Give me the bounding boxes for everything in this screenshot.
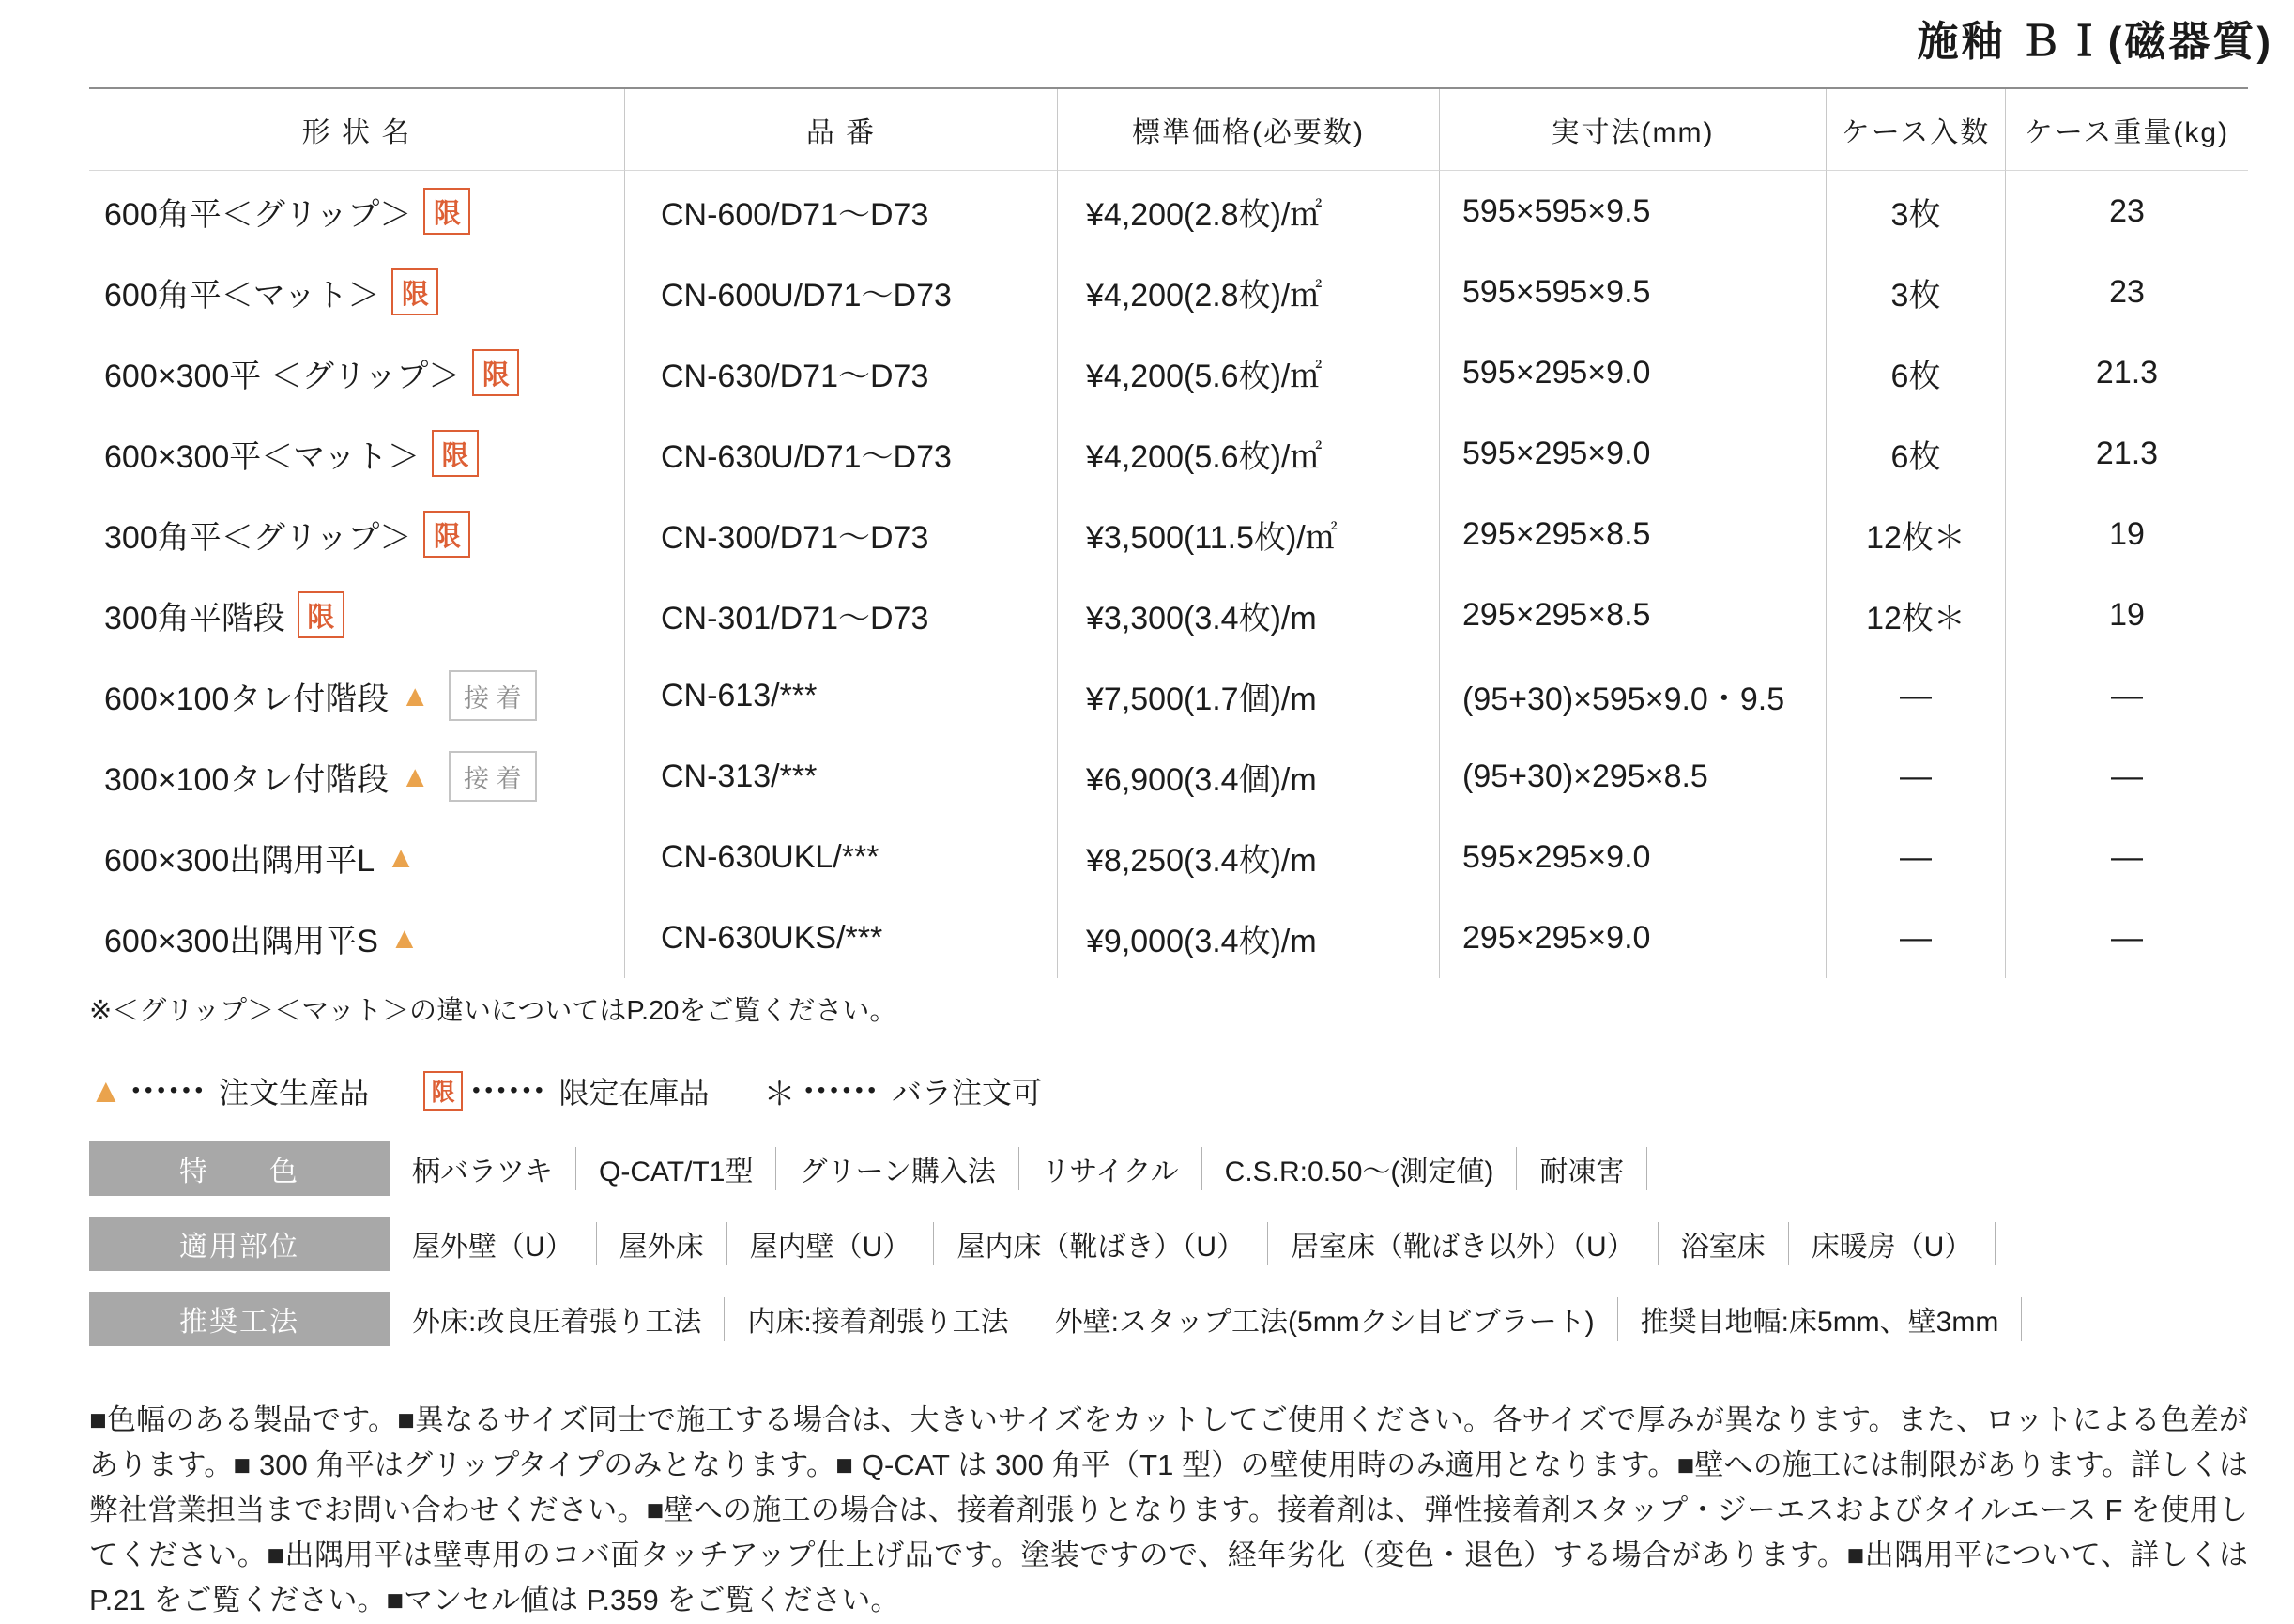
limited-stock-badge: 限 (472, 349, 519, 396)
limited-stock-badge: 限 (391, 268, 438, 315)
spec-item: 内床:接着剤張り工法 (725, 1297, 1032, 1341)
product-code-cell: CN-630/D71～D73 (624, 332, 1057, 413)
case-qty-cell: — (1826, 817, 2005, 897)
case-weight-cell: 19 (2005, 575, 2248, 655)
product-name: 600×300出隅用平L (104, 842, 375, 879)
product-price-cell: ¥7,500(1.7個)/m (1057, 655, 1439, 736)
case-weight-cell: — (2005, 655, 2248, 736)
spec-item: 屋外壁（U） (390, 1222, 597, 1265)
column-header-case-weight: ケース重量(kg) (2005, 89, 2248, 171)
product-code-cell: CN-630UKS/*** (624, 897, 1057, 978)
spec-item: 屋内床（靴ばき）（U） (934, 1222, 1268, 1265)
spec-item: 浴室床 (1659, 1222, 1789, 1265)
case-weight-cell: 23 (2005, 252, 2248, 332)
limited-stock-badge: 限 (423, 188, 470, 235)
product-shape-cell (89, 252, 624, 332)
order-production-triangle-icon: ▲ (400, 758, 430, 793)
spec-row-items (390, 1217, 1996, 1271)
case-qty-cell: 12枚＊ (1826, 575, 2005, 655)
product-size-cell: (95+30)×295×8.5 (1439, 736, 1826, 817)
product-price-cell: ¥4,200(2.8枚)/㎡ (1057, 252, 1439, 332)
case-qty-cell: 12枚＊ (1826, 494, 2005, 575)
spec-item: 耐凍害 (1517, 1147, 1647, 1190)
product-size-cell: 295×295×9.0 (1439, 897, 1826, 978)
product-size-cell: 295×295×8.5 (1439, 575, 1826, 655)
product-price-cell: ¥4,200(5.6枚)/㎡ (1057, 413, 1439, 494)
product-name: 600角平＜マット＞ (104, 277, 380, 314)
page-title: 施釉 ＢＩ(磁器質) (1917, 19, 2273, 65)
product-name: 600×100タレ付階段 (104, 681, 390, 717)
order-production-triangle-icon: ▲ (386, 839, 416, 874)
spec-item: 屋外床 (597, 1222, 727, 1265)
spec-item: グリーン購入法 (776, 1147, 1018, 1190)
spec-row-label: 推奨工法 (89, 1292, 390, 1346)
product-price-cell: ¥6,900(3.4個)/m (1057, 736, 1439, 817)
case-weight-cell: — (2005, 817, 2248, 897)
product-size-cell: 595×295×9.0 (1439, 332, 1826, 413)
product-code-cell: CN-313/*** (624, 736, 1057, 817)
spec-row-items (390, 1141, 1647, 1196)
limited-stock-badge: 限 (423, 511, 470, 558)
product-name: 300×100タレ付階段 (104, 761, 390, 798)
case-qty-cell: 6枚 (1826, 413, 2005, 494)
bulk-order-asterisk: ＊ (763, 1076, 796, 1112)
spec-item: 居室床（靴ばき以外）（U） (1268, 1222, 1659, 1265)
spec-item: 外床:改良圧着張り工法 (390, 1297, 725, 1341)
case-qty-cell: — (1826, 655, 2005, 736)
product-price-cell: ¥3,300(3.4枚)/m (1057, 575, 1439, 655)
adhesive-badge: 接 着 (449, 751, 537, 802)
spec-row (89, 1217, 2248, 1271)
case-qty-cell: 6枚 (1826, 332, 2005, 413)
case-weight-cell: — (2005, 736, 2248, 817)
product-shape-cell (89, 171, 624, 252)
product-shape-cell (89, 413, 624, 494)
product-size-cell: 595×295×9.0 (1439, 817, 1826, 897)
spec-row-label: 特 色 (89, 1141, 390, 1196)
grip-matte-note: ※＜グリップ＞＜マット＞の違いについてはP.20をご覧ください。 (89, 996, 897, 1026)
product-size-cell: 595×295×9.0 (1439, 413, 1826, 494)
case-qty-cell: 3枚 (1826, 171, 2005, 252)
case-weight-cell: — (2005, 897, 2248, 978)
spec-row-items (390, 1292, 2022, 1346)
case-weight-cell: 23 (2005, 171, 2248, 252)
product-table (89, 87, 2248, 978)
product-shape-cell (89, 494, 624, 575)
spec-item: 外壁:スタップ工法(5mmクシ目ビブラート) (1032, 1297, 1618, 1341)
product-name: 600×300出隅用平S (104, 923, 378, 959)
content-area (89, 87, 2248, 1623)
order-production-triangle-icon: ▲ (89, 1071, 123, 1110)
product-name: 300角平階段 (104, 600, 285, 636)
spec-item: 推奨目地幅:床5mm、壁3mm (1618, 1297, 2023, 1341)
product-size-cell: 595×595×9.5 (1439, 252, 1826, 332)
product-code-cell: CN-600U/D71～D73 (624, 252, 1057, 332)
product-code-cell: CN-613/*** (624, 655, 1057, 736)
legend (89, 1068, 2248, 1113)
column-header-price: 標準価格(必要数) (1057, 89, 1439, 171)
column-header-case-qty: ケース入数 (1826, 89, 2005, 171)
product-name: 600角平＜グリップ＞ (104, 196, 412, 233)
product-price-cell: ¥4,200(5.6枚)/㎡ (1057, 332, 1439, 413)
limited-stock-badge: 限 (298, 591, 344, 638)
case-qty-cell: — (1826, 897, 2005, 978)
spec-item: 床暖房（U） (1789, 1222, 1996, 1265)
product-size-cell: 595×595×9.5 (1439, 171, 1826, 252)
spec-item: C.S.R:0.50～(測定値) (1202, 1147, 1518, 1190)
product-shape-cell (89, 897, 624, 978)
case-weight-cell: 21.3 (2005, 332, 2248, 413)
case-weight-cell: 21.3 (2005, 413, 2248, 494)
column-header-code: 品 番 (624, 89, 1057, 171)
spec-item: リサイクル (1019, 1147, 1202, 1190)
product-code-cell: CN-600/D71～D73 (624, 171, 1057, 252)
order-production-triangle-icon: ▲ (400, 678, 430, 712)
product-code-cell: CN-301/D71～D73 (624, 575, 1057, 655)
product-code-cell: CN-300/D71～D73 (624, 494, 1057, 575)
footnotes: ■色幅のある製品です。■異なるサイズ同士で施工する場合は、大きいサイズをカットしてご使用ください。各サイズで厚みが異なります。また、ロットによる色差があります。■ 300 角平はグリップタイプのみとなります。■ Q-CAT は 300 角平（T1 型）の壁使用時のみ適用となります。■壁への施工には制限があります。詳しくは弊社営業担当までお問い合わせください。■壁への施工の場合は、接着剤張りとなります。接着剤は、弾性接着剤スタップ・ジーエスおよびタイルエース F を使用してください。■出隅用平は壁専用のコバ面タッチアップ仕上げ品です。塗装ですので、経年劣化（変色・退色）する場合があります。■出隅用平について、詳しくは P.21 をご覧ください。■マンセル値は P.359 をご覧ください。 (89, 1403, 2248, 1616)
case-qty-cell: 3枚 (1826, 252, 2005, 332)
product-name: 300角平＜グリップ＞ (104, 519, 412, 556)
adhesive-badge: 接 着 (449, 670, 537, 721)
order-production-triangle-icon: ▲ (390, 920, 420, 955)
product-shape-cell (89, 575, 624, 655)
case-weight-cell: 19 (2005, 494, 2248, 575)
product-code-cell: CN-630UKL/*** (624, 817, 1057, 897)
spec-item: 屋内壁（U） (727, 1222, 935, 1265)
legend-dots: •••••• (472, 1078, 548, 1103)
product-name: 600×300平 ＜グリップ＞ (104, 358, 461, 394)
product-price-cell: ¥9,000(3.4枚)/m (1057, 897, 1439, 978)
legend-label: 注文生産品 (219, 1076, 370, 1110)
legend-dots: •••••• (131, 1078, 208, 1103)
column-header-shape: 形 状 名 (89, 89, 624, 171)
spec-item: Q-CAT/T1型 (576, 1147, 776, 1190)
product-shape-cell (89, 332, 624, 413)
spec-row (89, 1141, 2248, 1196)
case-qty-cell: — (1826, 736, 2005, 817)
product-name: 600×300平＜マット＞ (104, 438, 420, 475)
product-size-cell: 295×295×8.5 (1439, 494, 1826, 575)
product-price-cell: ¥3,500(11.5枚)/㎡ (1057, 494, 1439, 575)
product-shape-cell (89, 817, 624, 897)
product-size-cell: (95+30)×595×9.0・9.5 (1439, 655, 1826, 736)
product-price-cell: ¥4,200(2.8枚)/㎡ (1057, 171, 1439, 252)
spec-section (89, 1141, 2248, 1346)
spec-row-label: 適用部位 (89, 1217, 390, 1271)
limited-stock-badge: 限 (423, 1071, 463, 1111)
spec-item: 柄バラツキ (390, 1147, 576, 1190)
column-header-size: 実寸法(mm) (1439, 89, 1826, 171)
legend-dots: •••••• (804, 1078, 880, 1103)
product-price-cell: ¥8,250(3.4枚)/m (1057, 817, 1439, 897)
product-shape-cell (89, 655, 624, 736)
limited-stock-badge: 限 (432, 430, 479, 477)
product-code-cell: CN-630U/D71～D73 (624, 413, 1057, 494)
spec-row (89, 1292, 2248, 1346)
product-shape-cell (89, 736, 624, 817)
legend-label: バラ注文可 (891, 1076, 1042, 1110)
legend-label: 限定在庫品 (558, 1076, 710, 1110)
